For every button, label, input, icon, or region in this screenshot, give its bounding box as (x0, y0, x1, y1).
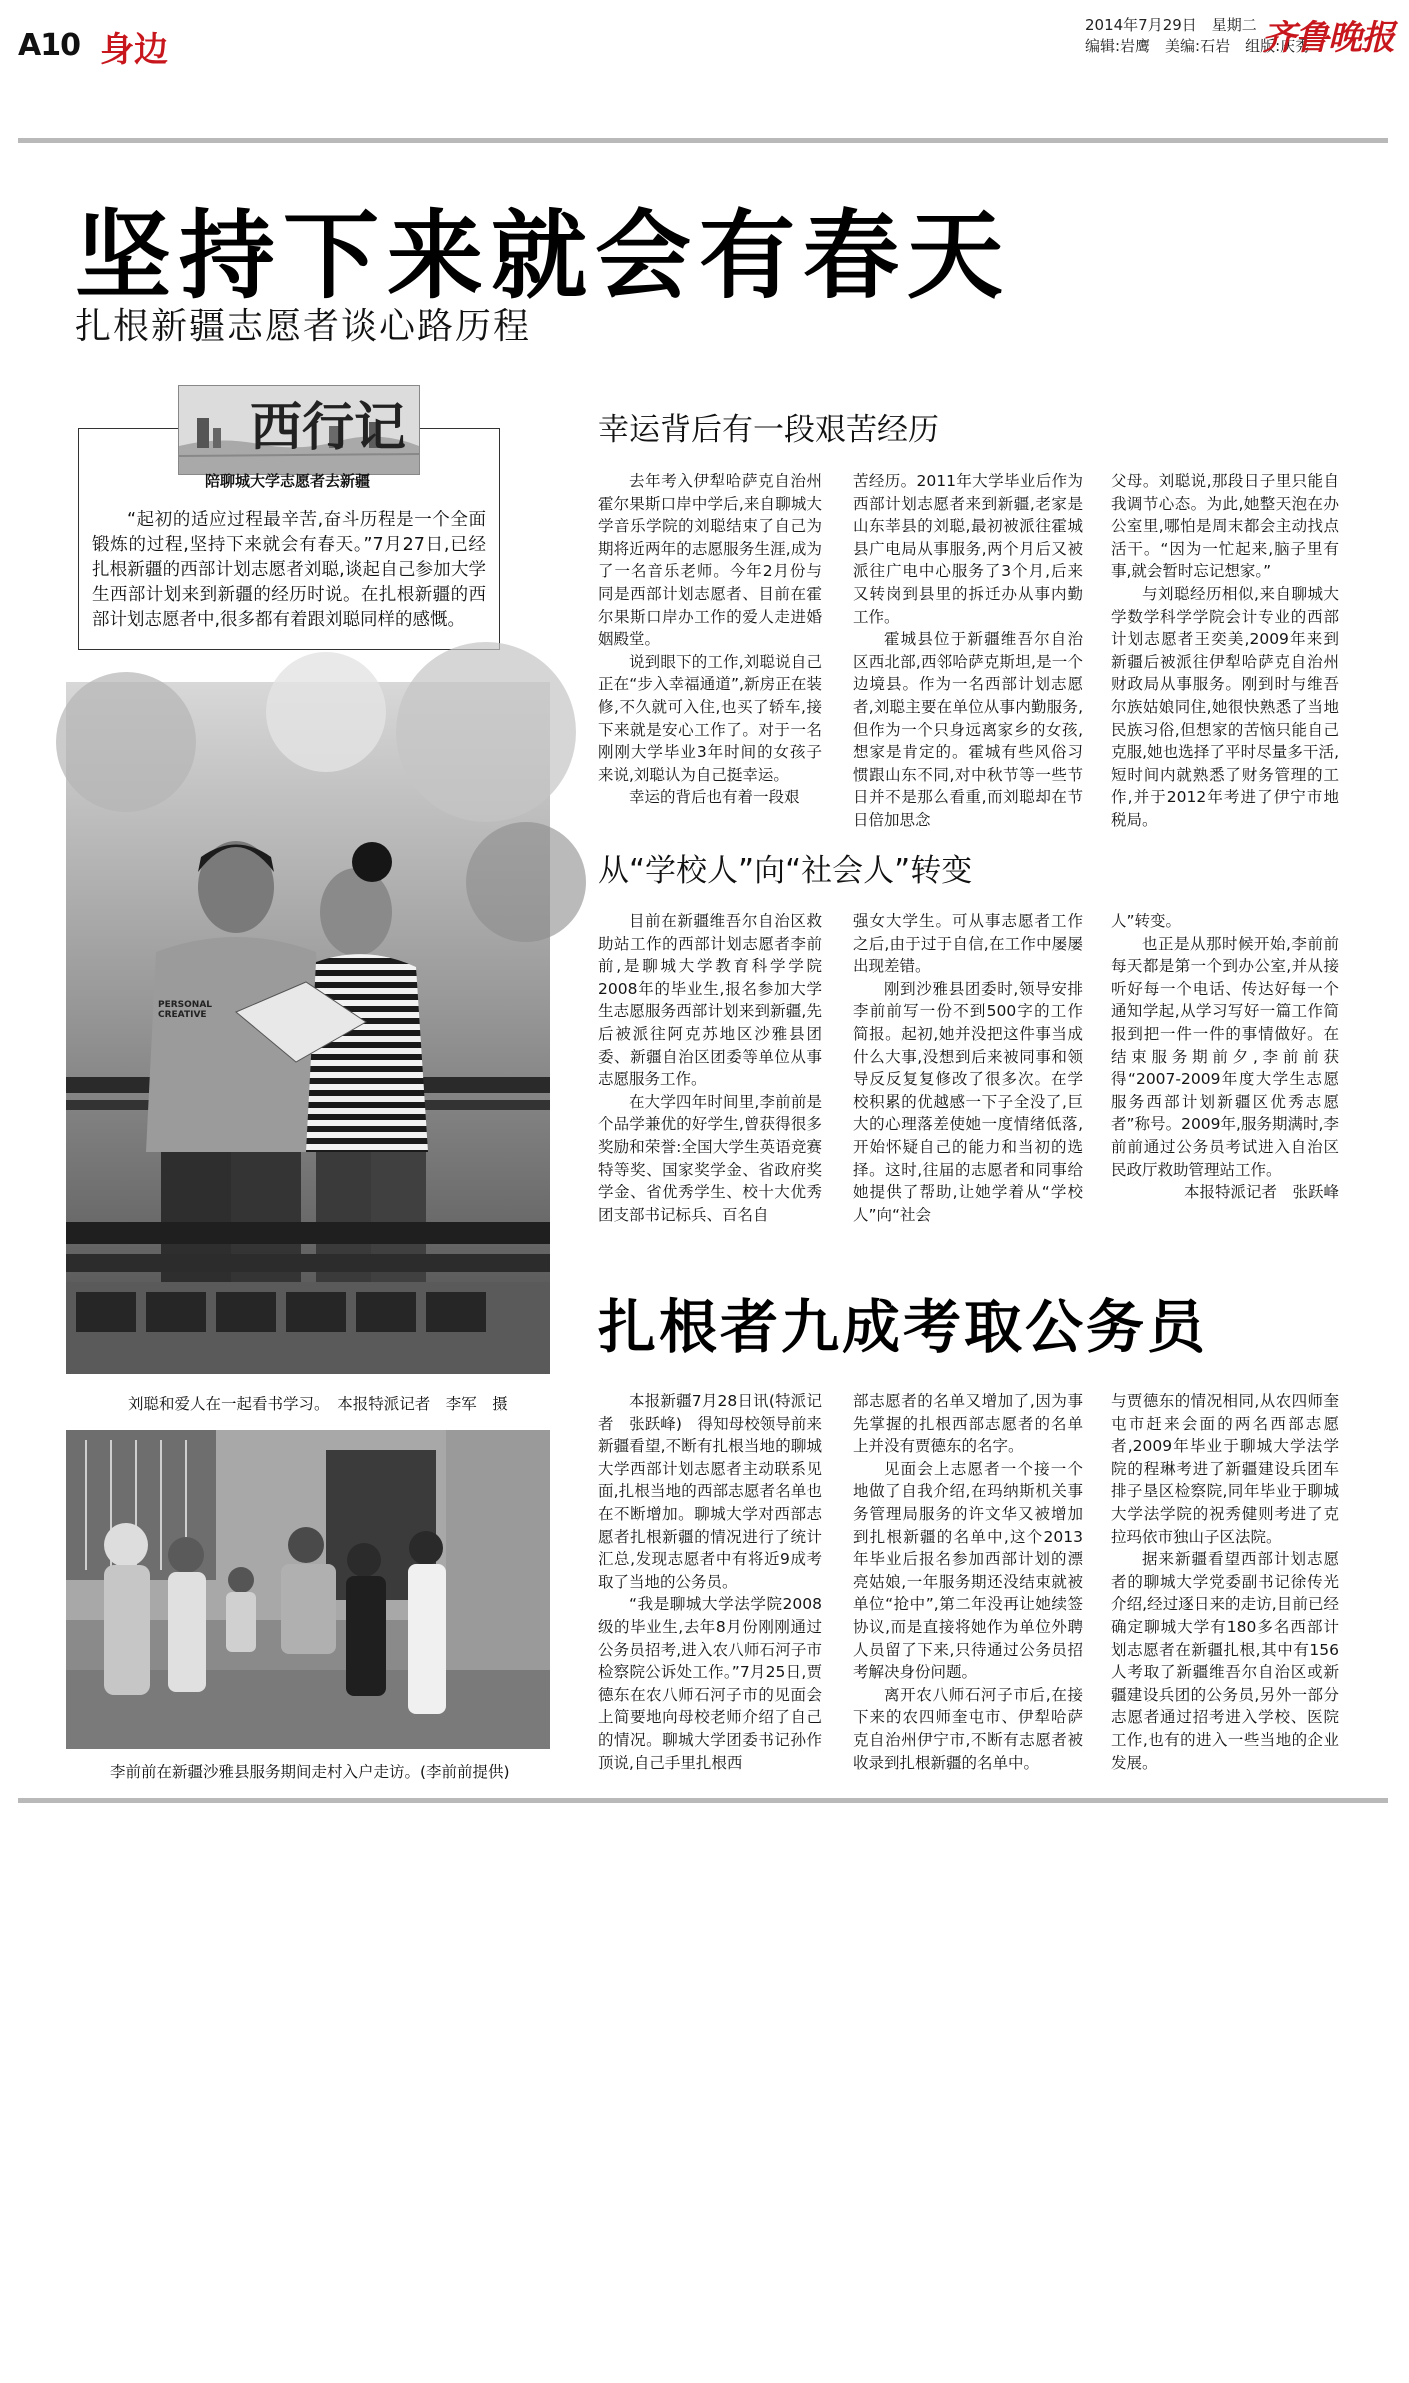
article2-col2 (853, 1390, 1083, 1790)
paragraph: 霍城县位于新疆维吾尔自治区西北部,西邻哈萨克斯坦,是一个边境县。作为一名西部计划志愿者,刘聪主要在单位从事内勤服务,但作为一个只身远离家乡的女孩,想家是肯定的。霍城有些风俗习惯跟山东不同,对中秋节等一些节日并不是那么看重,而刘聪却在节日倍加思念 (853, 630, 1083, 829)
paragraph: 也正是从那时候开始,李前前每天都是第一个到办公室,并从接听好每一个电话、传达好每一个通知学起,从学习写好一篇工作简报到把一件一件的事情做好。在结束服务期前夕,李前前获得“2007-2009年度大学生志愿服务西部计划新疆区优秀志愿者”称号。2009年,服务期满时,李前前通过公务员考试进入自治区民政厅救助管理站工作。 (1111, 934, 1339, 1179)
column-subtitle: 陪聊城大学志愿者去新疆 (205, 472, 371, 490)
paragraph: 幸运的背后也有着一段艰 (629, 788, 800, 807)
column-name: 西行记 (250, 397, 407, 458)
subheadline: 扎根新疆志愿者谈心路历程 (75, 306, 532, 347)
top-rule (18, 138, 1388, 143)
photo1-caption: 刘聪和爱人在一起看书学习。 本报特派记者 李军 摄 (128, 1395, 508, 1413)
paragraph: 苦经历。2011年大学毕业后作为西部计划志愿者来到新疆,老家是山东莘县的刘聪,最初被派往霍城县广电局从事服务,两个月后又被派往广电中心服务了3个月,后来又转岗到县里的拆迁办从事内勤工作。 (853, 472, 1083, 626)
date-line: 2014年7月29日 星期二 (1085, 16, 1257, 34)
article2-col3 (1111, 1390, 1339, 1790)
paragraph: “我是聊城大学法学院2008级的毕业生,去年8月份刚刚通过公务员招考,进入农八师石河子市检察院公诉处工作。”7月25日,贾德东在农八师石河子市的见面会上简要地向母校老师介绍了自己的情况。聊城大学团委书记孙作顶说,自己手里扎根西 (598, 1595, 822, 1772)
paragraph: 父母。刘聪说,那段日子里只能自我调节心态。为此,她整天泡在办公室里,哪怕是周末都会主动找点活干。“因为一忙起来,脑子里有事,就会暂时忘记想家。” (1111, 472, 1339, 581)
section2-col3 (1111, 910, 1339, 1240)
headline: 坚持下来就会有春天 (75, 200, 1011, 312)
section1-col2 (853, 470, 1083, 829)
section2-heading: 从“学校人”向“社会人”转变 (598, 853, 973, 889)
section2-col1 (598, 910, 822, 1240)
paragraph: 据来新疆看望西部计划志愿者的聊城大学党委副书记徐传光介绍,经过逐日来的走访,目前已经确定聊城大学有180多名西部计划志愿者在新疆扎根,其中有156人考取了新疆维吾尔自治区或新疆建设兵团的公务员,另外一部分志愿者通过招考进入学校、医院工作,也有的进入一些当地的企业发展。 (1111, 1550, 1339, 1772)
section1-col1 (598, 470, 822, 818)
paragraph: 本报新疆7月28日讯(特派记者 张跃峰) 得知母校领导前来新疆看望,不断有扎根当地的聊城大学西部计划志愿者主动联系见面,扎根当地的西部志愿者名单也在不断增加。聊城大学对西部志愿者扎根新疆的情况进行了统计汇总,发现志愿者中有将近9成考取了当地的公务员。 (598, 1392, 822, 1591)
photo-village-visit (66, 1430, 550, 1749)
editors-line: 编辑:岩鹰 美编:石岩 组版:庆秀 (1085, 37, 1311, 55)
paragraph: 去年考入伊犁哈萨克自治州霍尔果斯口岸中学后,来自聊城大学音乐学院的刘聪结束了自己为期将近两年的志愿服务生涯,成为了一名音乐老师。今年2月份与同是西部计划志愿者、目前在霍尔果斯口岸办工作的爱人走进婚姻殿堂。 (598, 472, 822, 649)
section1-heading: 幸运背后有一段艰苦经历 (598, 412, 939, 448)
paragraph: 刚到沙雅县团委时,领导安排李前前写一份不到500字的工作简报。起初,她并没把这件事当成什么大事,没想到后来被同事和领导反反复复修改了很多次。在学校积累的优越感一下子全没了,巨大的心理落差使她一度情绪低落,开始怀疑自己的能力和当初的选择。这时,往届的志愿者和同事给她提供了帮助,让她学着从“学校人”向“社会 (853, 979, 1083, 1224)
byline: 本报特派记者 张跃峰 (1183, 1183, 1339, 1202)
paragraph: 见面会上志愿者一个接一个地做了自我介绍,在玛纳斯机关事务管理局服务的许文华又被增加到扎根新疆的名单中,这个2013年毕业后报名参加西部计划的漂亮姑娘,一年服务期还没结束就被单位“抢中”,第二年没再让她续签协议,而是直接将她作为单位外聘人员留了下来,只待通过公务员招考解决身份问题。 (853, 1459, 1083, 1682)
paragraph: 目前在新疆维吾尔自治区救助站工作的西部计划志愿者李前前,是聊城大学教育科学学院2008年的毕业生,报名参加大学生志愿服务西部计划来到新疆,先后被派往阿克苏地区沙雅县团委、新疆自治区团委等单位从事志愿服务工作。 (598, 912, 822, 1089)
couple-photo-illustration (66, 682, 550, 1374)
paragraph: 强女大学生。可从事志愿者工作之后,由于过于自信,在工作中屡屡出现差错。 (853, 912, 1083, 976)
article2-col1 (598, 1390, 822, 1790)
section-name: 身边 (100, 30, 168, 70)
paragraph: 与贾德东的情况相同,从农四师奎屯市赶来会面的两名西部志愿者,2009年毕业于聊城大学法学院的程琳考进了新疆建设兵团车排子垦区检察院,同年毕业于聊城大学法学院的祝秀健则考进了克拉玛依市独山子区法院。 (1111, 1392, 1339, 1546)
section2-col2 (853, 910, 1083, 1240)
photo-couple-reading (66, 682, 550, 1374)
photo2-caption: 李前前在新疆沙雅县服务期间走村入户走访。(李前前提供) (110, 1763, 510, 1781)
section1-col3 (1111, 470, 1339, 829)
article2-headline: 扎根者九成考取公务员 (598, 1293, 1209, 1361)
page-number: A10 (18, 28, 80, 63)
bottom-rule (18, 1798, 1388, 1803)
shirt-print: PERSONAL CREATIVE (158, 1000, 213, 1020)
newspaper-logo: 齐鲁晚报 (1262, 18, 1394, 58)
paragraph: 与刘聪经历相似,来自聊城大学数学科学学院会计专业的西部计划志愿者王奕美,2009年来到新疆后被派往伊犁哈萨克自治州财政局从事服务。刚到时与维吾尔族姑娘同住,她很快熟悉了当地民族习俗,但想家的苦恼只能自己克服,她也选择了平时尽量多干活,短时间内就熟悉了财务管理的工作,并于2012年考进了伊宁市地税局。 (1111, 584, 1339, 829)
column-intro: “起初的适应过程最辛苦,奋斗历程是一个全面锻炼的过程,坚持下来就会有春天。”7月27日,已经扎根新疆的西部计划志愿者刘聪,谈起自己参加大学生西部计划来到新疆的经历时说。在扎根新疆的西部计划志愿者中,很多都有着跟刘聪同样的感慨。 (92, 510, 486, 630)
village-photo-illustration (66, 1430, 550, 1749)
paragraph: 部志愿者的名单又增加了,因为事先掌握的扎根西部志愿者的名单上并没有贾德东的名字。 (853, 1392, 1083, 1456)
paragraph: 离开农八师石河子市后,在接下来的农四师奎屯市、伊犁哈萨克自治州伊宁市,不断有志愿者被收录到扎根新疆的名单中。 (853, 1685, 1083, 1772)
paragraph: 说到眼下的工作,刘聪说自己正在“步入幸福通道”,新房正在装修,不久就可入住,也买了轿车,接下来就是安心工作了。对于一名刚刚大学毕业3年时间的女孩子来说,刘聪认为自己挺幸运。 (598, 652, 822, 784)
paragraph: 人”转变。 (1111, 912, 1182, 930)
paragraph: 在大学四年时间里,李前前是个品学兼优的好学生,曾获得很多奖励和荣誉:全国大学生英语竞赛特等奖、国家奖学金、省政府奖学金、省优秀学生、校十大优秀团支部书记标兵、百名自 (598, 1092, 822, 1224)
